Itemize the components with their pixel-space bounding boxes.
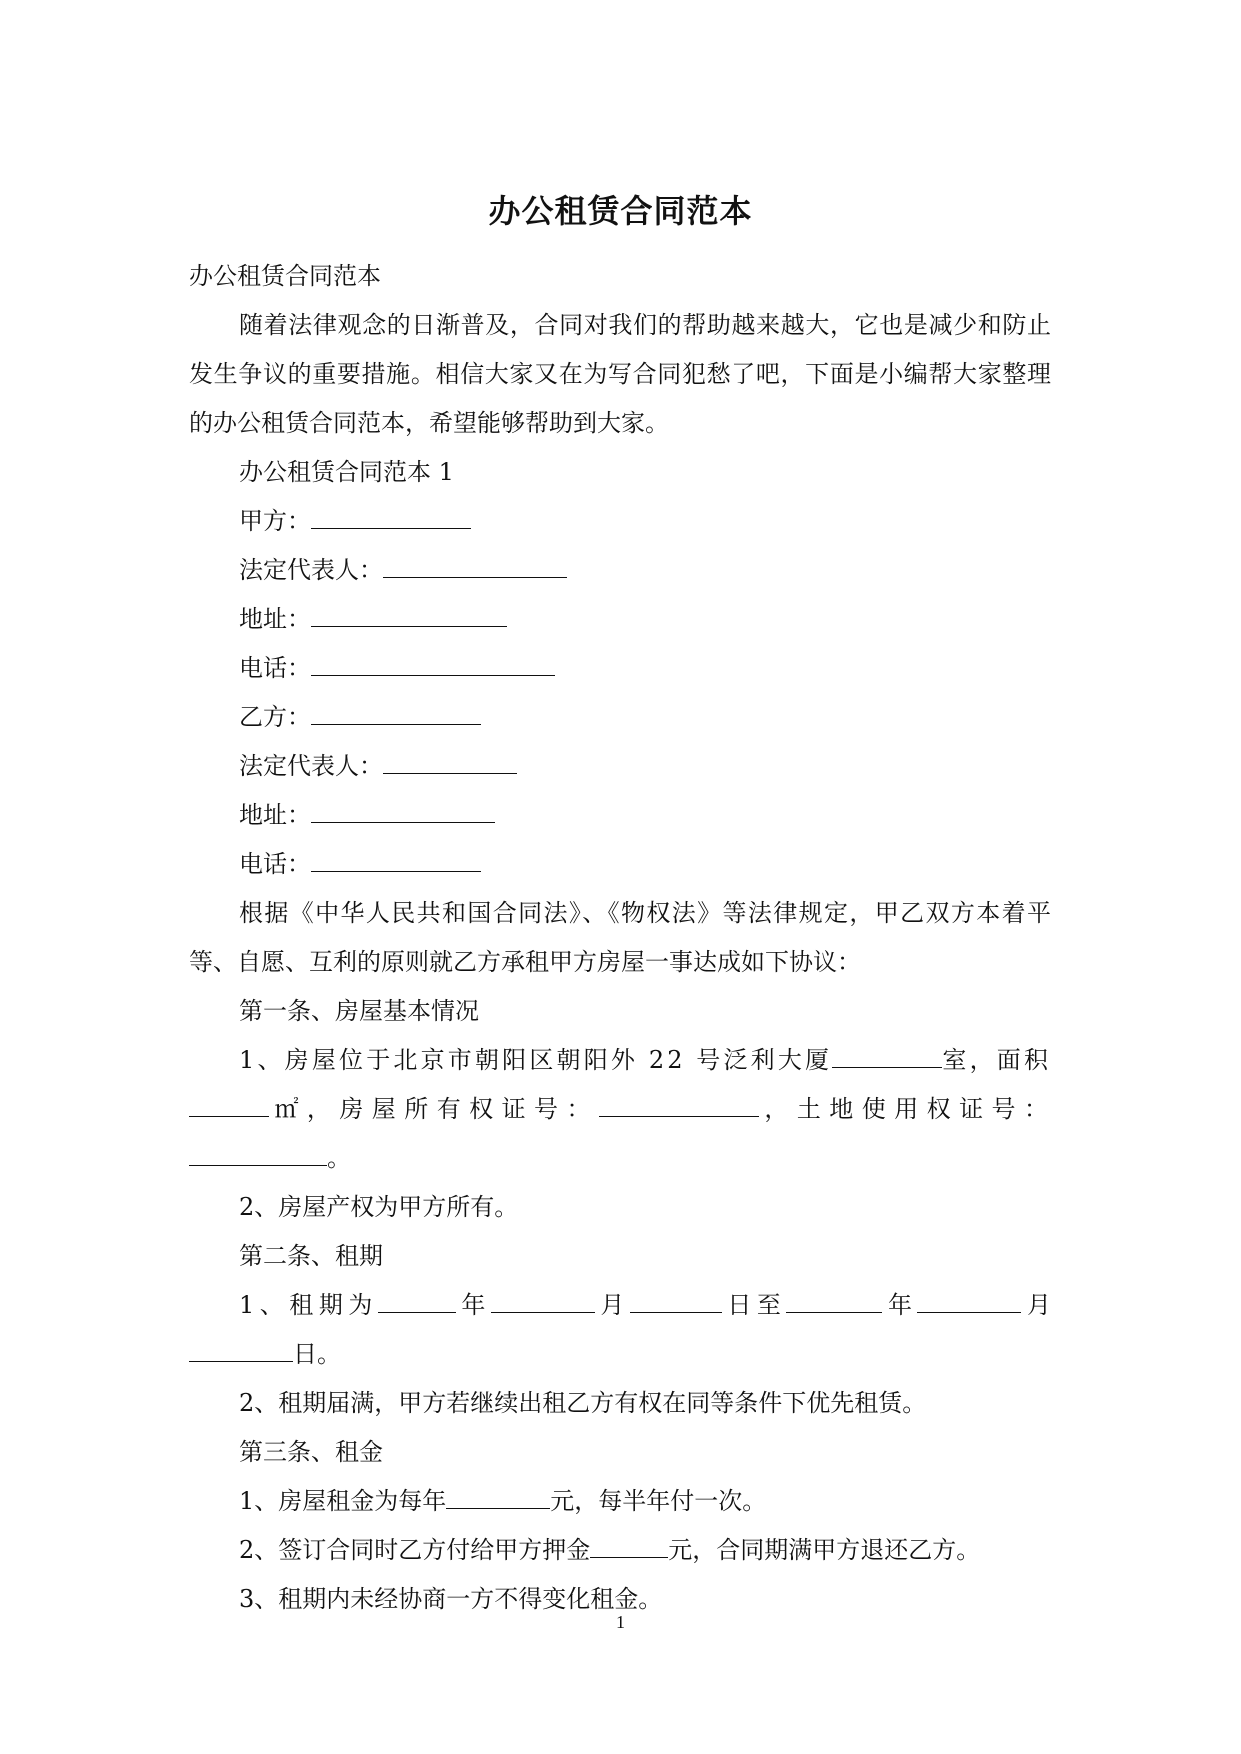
clause-text: 室，面积 xyxy=(942,1046,1051,1074)
article-1-clause-2: 2、房屋产权为甲方所有。 xyxy=(239,1193,519,1221)
intro-paragraph: 随着法律观念的日渐普及，合同对我们的帮助越来越大，它也是减少和防止发生争议的重要措施。相信大家又在为写合同犯愁了吧，下面是小编帮大家整理的办公租赁合同范本，希望能够帮助到大家。 xyxy=(189,311,1051,437)
fill-blank[interactable] xyxy=(189,1094,269,1117)
clause-text: 元，每半年付一次。 xyxy=(550,1487,767,1515)
party-a-line xyxy=(189,497,1051,546)
article-3-clause-1 xyxy=(189,1477,1051,1526)
fill-blank[interactable] xyxy=(189,1339,293,1362)
clause-text: 2、签订合同时乙方付给甲方押金 xyxy=(239,1536,591,1564)
fill-blank[interactable] xyxy=(311,604,507,627)
party-a-rep-label: 法定代表人： xyxy=(239,556,383,584)
fill-blank[interactable] xyxy=(311,800,495,823)
clause-text: 年 xyxy=(882,1291,918,1319)
clause-text: 1、租期为 xyxy=(239,1291,378,1319)
fill-blank[interactable] xyxy=(311,506,471,529)
fill-blank[interactable] xyxy=(599,1094,759,1117)
fill-blank[interactable] xyxy=(378,1290,456,1313)
clause-text: ㎡，房屋所有权证号： xyxy=(269,1095,599,1123)
fill-blank[interactable] xyxy=(311,849,481,872)
party-b-line xyxy=(189,693,1051,742)
sample-heading: 办公租赁合同范本 1 xyxy=(239,458,454,486)
article-1-clause-1 xyxy=(189,1036,1051,1183)
fill-blank[interactable] xyxy=(786,1290,882,1313)
clause-text: 1、房屋租金为每年 xyxy=(239,1487,447,1515)
clause-text: 1、房屋位于北京市朝阳区朝阳外 22 号泛利大厦 xyxy=(239,1046,833,1074)
subtitle: 办公租赁合同范本 xyxy=(189,262,381,290)
fill-blank[interactable] xyxy=(311,702,481,725)
fill-blank[interactable] xyxy=(832,1045,942,1068)
article-2-title: 第二条、租期 xyxy=(239,1242,383,1270)
party-b-rep-label: 法定代表人： xyxy=(239,752,383,780)
article-3-title: 第三条、租金 xyxy=(239,1438,383,1466)
party-b-address-line xyxy=(189,791,1051,840)
clause-text: 年 xyxy=(455,1291,491,1319)
document-body xyxy=(189,252,1051,1624)
clause-text: 月 xyxy=(594,1291,630,1319)
clause-text: 月 xyxy=(1021,1291,1051,1319)
article-1-title: 第一条、房屋基本情况 xyxy=(239,997,479,1025)
fill-blank[interactable] xyxy=(311,653,555,676)
clause-text: ，土地使用权证号： xyxy=(758,1095,1052,1123)
article-3-clause-3: 3、租期内未经协商一方不得变化租金。 xyxy=(239,1585,663,1613)
fill-blank[interactable] xyxy=(383,751,517,774)
party-a-address-line xyxy=(189,595,1051,644)
party-a-address-label: 地址： xyxy=(239,605,311,633)
party-a-label: 甲方： xyxy=(239,507,311,535)
basis-paragraph: 根据《中华人民共和国合同法》、《物权法》等法律规定，甲乙双方本着平等、自愿、互利的原则就乙方承租甲方房屋一事达成如下协议： xyxy=(189,899,1051,976)
party-b-label: 乙方： xyxy=(239,703,311,731)
article-2-clause-1 xyxy=(189,1281,1051,1379)
fill-blank[interactable] xyxy=(590,1535,668,1558)
article-2-clause-2: 2、租期届满，甲方若继续出租乙方有权在同等条件下优先租赁。 xyxy=(239,1389,927,1417)
party-a-phone-label: 电话： xyxy=(239,654,311,682)
party-b-phone-line xyxy=(189,840,1051,889)
fill-blank[interactable] xyxy=(383,555,567,578)
fill-blank[interactable] xyxy=(189,1143,327,1166)
fill-blank[interactable] xyxy=(917,1290,1021,1313)
party-a-rep-line xyxy=(189,546,1051,595)
article-3-clause-2 xyxy=(189,1526,1051,1575)
clause-text: 元，合同期满甲方退还乙方。 xyxy=(668,1536,981,1564)
party-b-address-label: 地址： xyxy=(239,801,311,829)
clause-text: 日。 xyxy=(293,1340,341,1368)
document-title: 办公租赁合同范本 xyxy=(488,192,753,230)
party-b-rep-line xyxy=(189,742,1051,791)
page-number: 1 xyxy=(616,1612,625,1632)
fill-blank[interactable] xyxy=(491,1290,595,1313)
fill-blank[interactable] xyxy=(630,1290,722,1313)
clause-text: 日至 xyxy=(721,1291,787,1319)
party-b-phone-label: 电话： xyxy=(239,850,311,878)
clause-text: 。 xyxy=(327,1144,354,1172)
party-a-phone-line xyxy=(189,644,1051,693)
fill-blank[interactable] xyxy=(446,1486,550,1509)
